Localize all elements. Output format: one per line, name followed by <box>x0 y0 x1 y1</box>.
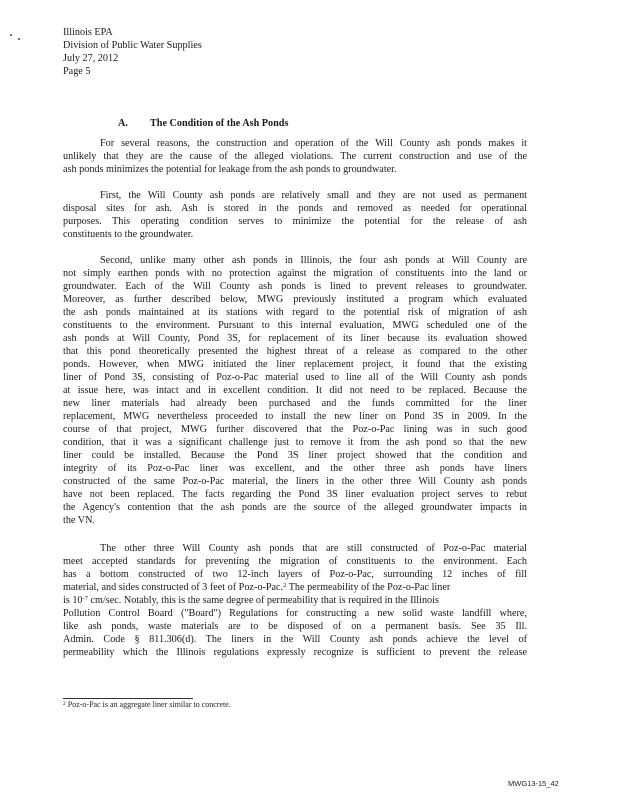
text-segment: The permeability of the Poz-o-Pac liner <box>286 582 451 593</box>
text-line: disposal sites for ash. Ash is stored in the ponds and removed as needed for operational <box>63 203 527 214</box>
text-line: replacement, MWG nevertheless proceeded to install the new liner on Pond 3S in 2009. In the <box>63 411 527 422</box>
text-line: liner could be installed. Because the Pond 3S liner project showed that the condition and <box>63 450 527 461</box>
text-line: ash ponds minimizes the potential for leakage from the ash ponds to groundwater. <box>63 164 397 175</box>
scan-speck <box>10 34 12 36</box>
footnote-text: Poz-o-Pac is an aggregate liner similar to concrete. <box>65 700 231 709</box>
exponent: -7 <box>82 595 88 602</box>
text-line: purposes. This operating condition serves to minimize the potential for the release of ash <box>63 216 527 227</box>
text-line: the ash ponds maintained at its stations with regard to the potential risk of migration of ash <box>63 307 527 318</box>
text-segment: is 10 <box>63 595 83 606</box>
text-line <box>63 594 527 607</box>
header-page-number: Page 5 <box>63 66 91 77</box>
text-line: groundwater. Each of the Will County ash ponds is lined to prevent releases to groundwater. <box>63 281 527 292</box>
text-segment: material, and sides constructed of 3 feet of Poz-o-Pac. <box>63 582 284 593</box>
text-line: integrity of its Poz-o-Pac liner was excellent, and the other three ash ponds have liners <box>63 463 527 474</box>
footnote-reference: 2 <box>283 582 287 589</box>
header-division: Division of Public Water Supplies <box>63 40 202 51</box>
text-line: meet accepted standards for preventing the migration of constituents to the environment. Each <box>63 556 527 567</box>
section-number: A. <box>118 118 128 129</box>
footnote-mark: 2 <box>63 701 66 707</box>
text-line: permeability which the Illinois regulations expressly recognize is sufficient to prevent the release <box>63 647 527 658</box>
header-recipient: Illinois EPA <box>63 27 113 38</box>
text-line: that this pond theoretically presented the highest threat of a release as compared to the other <box>63 346 527 357</box>
text-line: For several reasons, the construction and operation of the Will County ash ponds makes it <box>100 138 527 149</box>
text-line: have not been replaced. The facts regarding the Pond 3S liner evaluation project serves to rebut <box>63 489 527 500</box>
text-line: not simply earthen ponds with no protection against the migration of constituents into the land or <box>63 268 527 279</box>
text-segment: cm/sec. Notably, this is the same degree of permeability that is required in the Illinois <box>87 595 439 606</box>
text-line: the Agency's contention that the ash ponds are the source of the alleged groundwater impacts in <box>63 502 527 513</box>
text-line: Pollution Control Board ("Board") Regulations for constructing a new solid waste landfill where, <box>63 608 527 619</box>
text-line: Admin. Code § 811.306(d). The liners in the Will County ash ponds achieve the level of <box>63 634 527 645</box>
text-line: constituents to the environment. Pursuant to this internal evaluation, MWG scheduled one of the <box>63 320 527 331</box>
bates-number: MWG13-15_42 <box>508 779 559 788</box>
text-line: constituents to the groundwater. <box>63 229 194 240</box>
text-line: The other three Will County ash ponds that are still constructed of Poz-o-Pac material <box>100 543 527 554</box>
text-line: the VN. <box>63 515 96 526</box>
text-line: First, the Will County ash ponds are relatively small and they are not used as permanent <box>100 190 527 201</box>
text-line: ash ponds at Will County, Pond 3S, for replacement of its liner because its evaluation showed <box>63 333 527 344</box>
text-line: has a bottom constructed of two 12-inch layers of Poz-o-Pac, surrounding 12 inches of fill <box>63 569 527 580</box>
text-line: at issue here, was intact and in excellent condition. It did not need to be replaced. Because the <box>63 385 527 396</box>
text-line: liner of Pond 3S, consisting of Poz-o-Pac material used to line all of the Will County ash ponds <box>63 372 527 383</box>
text-line: constructed of the same Poz-o-Pac material, the liners in the other three Will County ash ponds <box>63 476 527 487</box>
text-line: Moreover, as further described below, MWG previously instituted a program which evaluated <box>63 294 527 305</box>
text-line: condition, that it was a significant challenge just to remove it from the ash pond so that the new <box>63 437 527 448</box>
text-line: Second, unlike many other ash ponds in Illinois, the four ash ponds at Will County are <box>100 255 527 266</box>
text-line: like ash ponds, waste materials are to be disposed of on a permanent basis. See 35 Ill. <box>63 621 527 632</box>
scan-speck <box>18 38 20 40</box>
text-line: ponds. However, when MWG initiated the liner replacement project, it found that the existing <box>63 359 527 370</box>
text-line: unlikely that they are the cause of the alleged violations. The current construction and use of the <box>63 151 527 162</box>
text-line: course of that project, MWG further discovered that the Poz-o-Pac lining was in such good <box>63 424 527 435</box>
header-date: July 27, 2012 <box>63 53 119 64</box>
footnote <box>63 700 231 709</box>
footnote-divider <box>63 698 193 699</box>
text-line: new liner materials had already been purchased and the funds committed for the liner <box>63 398 527 409</box>
section-title: The Condition of the Ash Ponds <box>150 118 289 129</box>
text-line <box>63 581 527 594</box>
